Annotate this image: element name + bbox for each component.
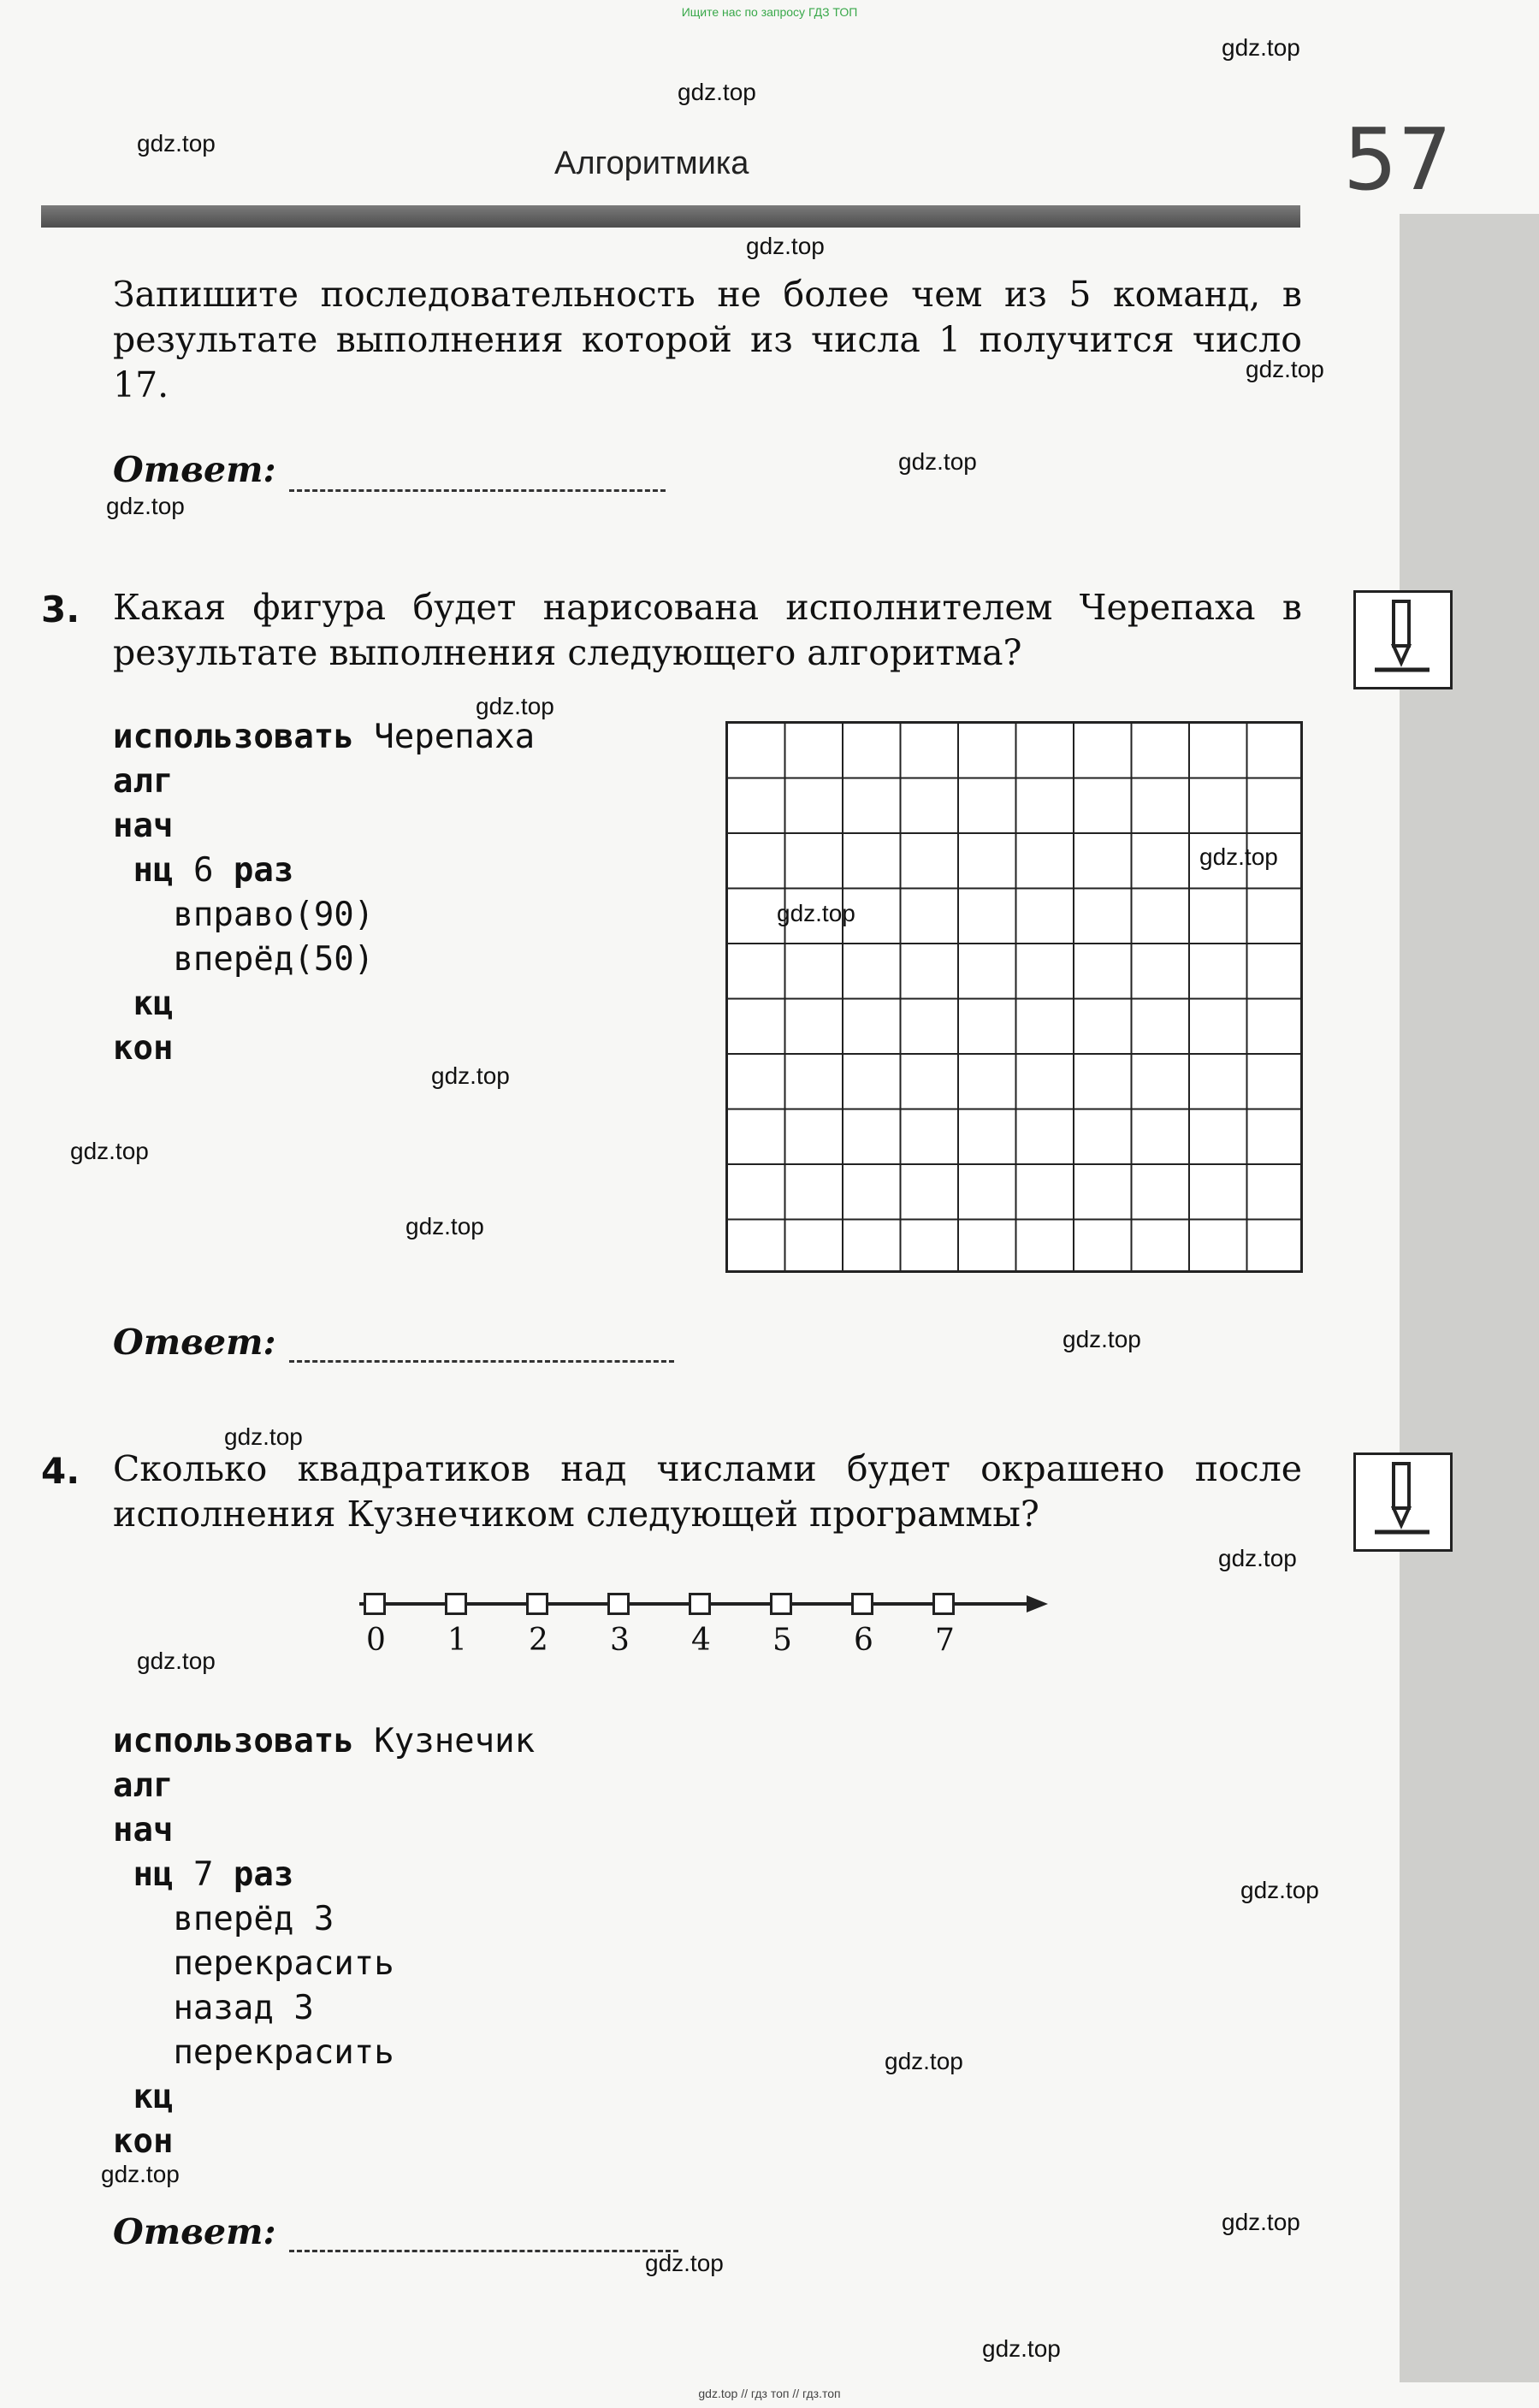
- executor-name: Черепаха: [374, 718, 536, 756]
- pencil-icon: [1353, 590, 1453, 689]
- end-keyword: кон: [113, 1029, 174, 1068]
- alg-keyword: алг: [113, 1766, 174, 1805]
- command: вправо(90): [173, 896, 375, 934]
- loop-keyword: нц: [133, 851, 174, 890]
- number-line-cell[interactable]: [932, 1593, 955, 1615]
- loop-end-keyword: кц: [133, 2078, 174, 2116]
- command: перекрасить: [173, 1944, 394, 1983]
- watermark: gdz.top: [898, 448, 977, 475]
- command: вперёд 3: [173, 1900, 334, 1938]
- begin-keyword: нач: [113, 807, 174, 845]
- number-line-cell[interactable]: [607, 1593, 630, 1615]
- task4-question: Сколько квадратиков над числами будет окрашено после исполнения Кузнечиком следующей программы?: [113, 1448, 1302, 1535]
- task4-code: [113, 1719, 535, 2164]
- alg-keyword: алг: [113, 762, 174, 801]
- side-strip: [1400, 214, 1539, 2382]
- begin-keyword: нач: [113, 1811, 174, 1849]
- number-line-cell[interactable]: [770, 1593, 792, 1615]
- section-title: Алгоритмика: [554, 145, 749, 181]
- top-note: Ищите нас по запросу ГДЗ ТОП: [681, 5, 858, 19]
- loop-count: 6: [192, 851, 214, 890]
- watermark: gdz.top: [885, 2048, 963, 2074]
- watermark: gdz.top: [101, 2161, 180, 2187]
- times-keyword: раз: [233, 1855, 294, 1894]
- drawing-grid[interactable]: [725, 721, 1303, 1273]
- task3-question: Какая фигура будет нарисована исполнителем Черепаха в результате выполнения следующего алгоритма?: [113, 587, 1302, 673]
- axis-number: 1: [447, 1623, 467, 1658]
- watermark: gdz.top: [746, 233, 825, 259]
- watermark: gdz.top: [982, 2335, 1061, 2362]
- watermark: gdz.top: [1240, 1877, 1319, 1903]
- axis-number: 6: [854, 1623, 873, 1658]
- watermark: gdz.top: [1063, 1326, 1141, 1352]
- number-line-cell[interactable]: [851, 1593, 873, 1615]
- watermark: gdz.top: [106, 493, 185, 519]
- use-keyword: использовать: [113, 718, 354, 756]
- axis-number: 7: [935, 1623, 955, 1658]
- task3-answer-label: Ответ:: [113, 1322, 276, 1363]
- task-prev-text: Запишите последовательность не более чем из 5 команд, в результате выполнения которой из числа 1 получится число 17.: [113, 274, 1302, 405]
- watermark: gdz.top: [431, 1062, 510, 1089]
- watermark: gdz.top: [1222, 34, 1300, 61]
- title-bar: [41, 205, 1300, 228]
- watermark: gdz.top: [476, 693, 554, 719]
- watermark: gdz.top: [1246, 356, 1324, 382]
- axis-number: 0: [366, 1623, 386, 1658]
- task4-answer-line[interactable]: [289, 2250, 678, 2252]
- task-prev-answer-line[interactable]: [289, 489, 666, 492]
- use-keyword: использовать: [113, 1722, 354, 1760]
- executor-name: Кузнечик: [374, 1722, 536, 1760]
- watermark: gdz.top: [678, 79, 756, 105]
- axis-number: 5: [772, 1623, 792, 1658]
- watermark: gdz.top: [224, 1423, 303, 1450]
- pencil-icon: [1353, 1452, 1453, 1552]
- footer-note: gdz.top // гдз топ // гдз.топ: [698, 2387, 841, 2400]
- loop-end-keyword: кц: [133, 985, 174, 1023]
- watermark: gdz.top: [137, 1648, 216, 1674]
- number-line-cell[interactable]: [526, 1593, 548, 1615]
- task-prev-answer-label: Ответ:: [113, 449, 276, 490]
- axis-number: 4: [691, 1623, 711, 1658]
- task4-answer-label: Ответ:: [113, 2211, 276, 2252]
- watermark: gdz.top: [645, 2250, 724, 2276]
- task3-number: 3.: [41, 589, 80, 630]
- command: назад 3: [173, 1989, 314, 2027]
- loop-count: 7: [192, 1855, 214, 1894]
- watermark: gdz.top: [137, 130, 216, 157]
- task4-number: 4.: [41, 1450, 80, 1492]
- end-keyword: кон: [113, 2122, 174, 2161]
- number-line-cell[interactable]: [445, 1593, 467, 1615]
- number-line-cell[interactable]: [364, 1593, 386, 1615]
- watermark: gdz.top: [1222, 2209, 1300, 2235]
- watermark: gdz.top: [777, 900, 855, 926]
- command: вперёд(50): [173, 940, 375, 979]
- loop-keyword: нц: [133, 1855, 174, 1894]
- watermark: gdz.top: [70, 1138, 149, 1164]
- watermark: gdz.top: [405, 1213, 484, 1239]
- command: перекрасить: [173, 2033, 394, 2072]
- times-keyword: раз: [233, 851, 294, 890]
- number-line-cell[interactable]: [689, 1593, 711, 1615]
- pencil-icon-svg: [1356, 593, 1450, 687]
- page-number: 57: [1343, 109, 1453, 210]
- task3-answer-line[interactable]: [289, 1360, 674, 1363]
- pencil-icon-svg: [1356, 1455, 1450, 1549]
- axis-number: 2: [529, 1623, 548, 1658]
- watermark: gdz.top: [1199, 843, 1278, 870]
- axis-number: 3: [610, 1623, 630, 1658]
- task3-code: [113, 715, 535, 1071]
- watermark: gdz.top: [1218, 1545, 1297, 1571]
